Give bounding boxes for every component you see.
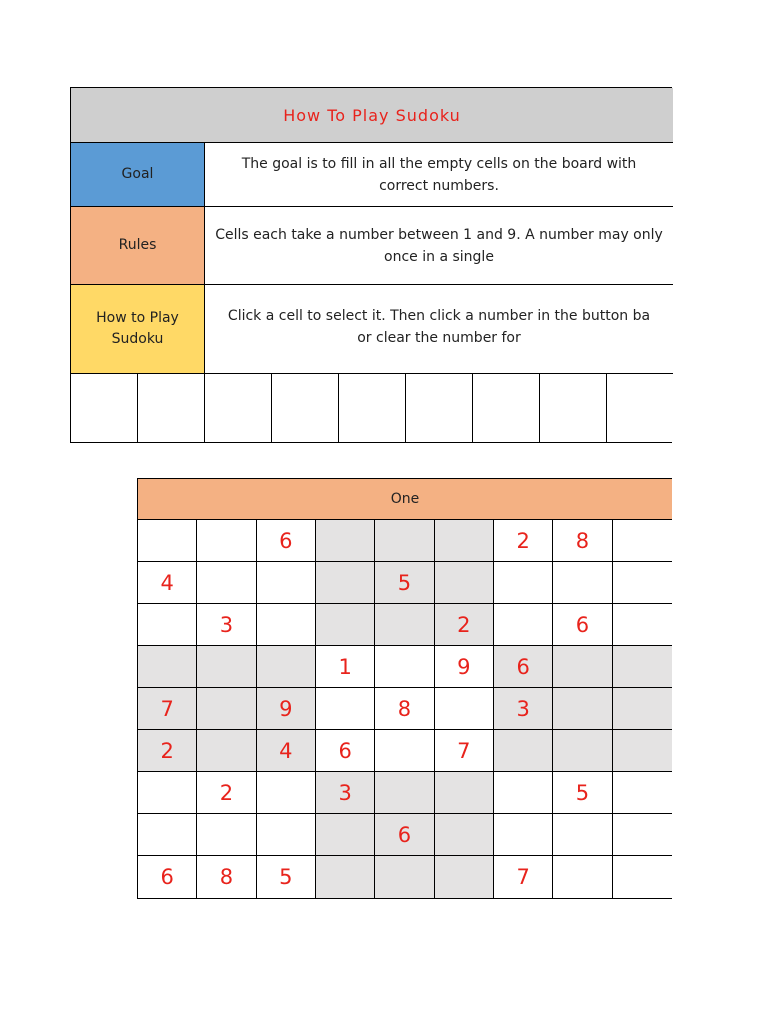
sudoku-cell[interactable]: 8 xyxy=(197,856,256,898)
sudoku-cell[interactable] xyxy=(494,562,553,604)
sudoku-cell[interactable] xyxy=(553,688,612,730)
sudoku-cell[interactable] xyxy=(613,646,672,688)
rules-text-line: Cells each take a number between 1 and 9. A number may only xyxy=(215,226,663,243)
button-bar-cell[interactable] xyxy=(272,374,339,442)
sudoku-board xyxy=(137,478,672,899)
sudoku-cell[interactable] xyxy=(494,604,553,646)
sudoku-cell[interactable] xyxy=(197,646,256,688)
sudoku-cell[interactable] xyxy=(138,604,197,646)
how-to-play-table xyxy=(70,87,672,443)
sudoku-cell[interactable] xyxy=(197,688,256,730)
sudoku-cell[interactable] xyxy=(316,520,375,562)
sudoku-cell[interactable] xyxy=(435,562,494,604)
sudoku-cell[interactable]: 7 xyxy=(494,856,553,898)
goal-label: Goal xyxy=(71,143,205,206)
sudoku-cell[interactable] xyxy=(613,856,672,898)
button-bar-cell[interactable] xyxy=(406,374,473,442)
sudoku-cell[interactable]: 8 xyxy=(375,688,434,730)
button-bar-cell[interactable] xyxy=(138,374,205,442)
sudoku-cell[interactable] xyxy=(613,814,672,856)
sudoku-cell[interactable]: 5 xyxy=(257,856,316,898)
rules-text xyxy=(205,207,673,284)
sudoku-cell[interactable] xyxy=(553,730,612,772)
sudoku-cell[interactable] xyxy=(375,604,434,646)
sudoku-cell[interactable]: 9 xyxy=(435,646,494,688)
goal-text-line: The goal is to fill in all the empty cells on the board with xyxy=(241,155,637,172)
sudoku-cell[interactable] xyxy=(613,730,672,772)
sudoku-cell[interactable] xyxy=(375,646,434,688)
sudoku-cell[interactable]: 3 xyxy=(197,604,256,646)
goal-text xyxy=(205,143,673,206)
sudoku-cell[interactable] xyxy=(375,520,434,562)
sudoku-cell[interactable]: 5 xyxy=(553,772,612,814)
sudoku-cell[interactable]: 8 xyxy=(553,520,612,562)
sudoku-cell[interactable] xyxy=(197,730,256,772)
goal-text-line: correct numbers. xyxy=(379,177,499,194)
sudoku-cell[interactable]: 4 xyxy=(257,730,316,772)
sudoku-cell[interactable] xyxy=(197,814,256,856)
sudoku-cell[interactable] xyxy=(316,814,375,856)
sudoku-cell[interactable] xyxy=(553,562,612,604)
sudoku-cell[interactable] xyxy=(257,772,316,814)
sudoku-cell[interactable] xyxy=(257,604,316,646)
sudoku-cell[interactable] xyxy=(435,814,494,856)
sudoku-cell[interactable]: 6 xyxy=(553,604,612,646)
sudoku-cell[interactable]: 6 xyxy=(375,814,434,856)
how-to-play-label-line: Sudoku xyxy=(111,331,164,347)
sudoku-cell[interactable] xyxy=(553,814,612,856)
sudoku-cell[interactable] xyxy=(553,856,612,898)
button-bar-row xyxy=(71,374,673,442)
sudoku-cell[interactable] xyxy=(494,814,553,856)
rules-text-line: once in a single xyxy=(384,248,494,265)
sudoku-cell[interactable]: 7 xyxy=(435,730,494,772)
sudoku-cell[interactable] xyxy=(138,520,197,562)
sudoku-cell[interactable]: 9 xyxy=(257,688,316,730)
board-title: One xyxy=(138,478,672,520)
sudoku-cell[interactable]: 2 xyxy=(494,520,553,562)
sudoku-cell[interactable]: 3 xyxy=(316,772,375,814)
button-bar-cell[interactable] xyxy=(205,374,272,442)
sudoku-cell[interactable] xyxy=(375,730,434,772)
how-to-play-label-line: How to Play xyxy=(96,310,179,326)
button-bar-cell[interactable] xyxy=(71,374,138,442)
sudoku-cell[interactable] xyxy=(257,646,316,688)
sudoku-cell[interactable] xyxy=(316,688,375,730)
sudoku-cell[interactable]: 5 xyxy=(375,562,434,604)
sudoku-cell[interactable]: 6 xyxy=(138,856,197,898)
sudoku-cell[interactable] xyxy=(553,646,612,688)
rules-row xyxy=(71,207,673,285)
sudoku-cell[interactable]: 6 xyxy=(316,730,375,772)
sudoku-cell[interactable]: 6 xyxy=(257,520,316,562)
sudoku-cell[interactable] xyxy=(138,646,197,688)
sudoku-cell[interactable] xyxy=(197,520,256,562)
sudoku-cell[interactable] xyxy=(435,520,494,562)
sudoku-cell[interactable]: 2 xyxy=(197,772,256,814)
how-to-play-text-line: or clear the number for xyxy=(357,330,521,346)
sudoku-cell[interactable] xyxy=(494,772,553,814)
sudoku-cell[interactable] xyxy=(435,856,494,898)
sudoku-cell[interactable]: 2 xyxy=(435,604,494,646)
sudoku-cell[interactable] xyxy=(494,730,553,772)
sudoku-cell[interactable] xyxy=(316,604,375,646)
sudoku-cell[interactable] xyxy=(435,688,494,730)
how-to-play-text xyxy=(205,285,673,373)
sudoku-cell[interactable] xyxy=(613,772,672,814)
how-to-play-text-line: Click a cell to select it. Then click a number in the button ba xyxy=(227,308,651,324)
sudoku-cell[interactable] xyxy=(257,562,316,604)
sudoku-cell[interactable]: 4 xyxy=(138,562,197,604)
how-to-play-label xyxy=(71,285,205,373)
how-to-play-row xyxy=(71,285,673,374)
sudoku-cell[interactable] xyxy=(257,814,316,856)
goal-row xyxy=(71,143,673,207)
button-bar-cell[interactable] xyxy=(607,374,673,442)
sudoku-cell[interactable] xyxy=(375,856,434,898)
sudoku-cell[interactable] xyxy=(138,814,197,856)
button-bar-cell[interactable] xyxy=(540,374,607,442)
sudoku-cell[interactable] xyxy=(435,772,494,814)
sudoku-cell[interactable] xyxy=(375,772,434,814)
button-bar-cell[interactable] xyxy=(473,374,540,442)
sudoku-cell[interactable] xyxy=(138,772,197,814)
sudoku-cell[interactable] xyxy=(316,856,375,898)
sudoku-cell[interactable]: 7 xyxy=(138,688,197,730)
sudoku-grid xyxy=(138,520,672,898)
button-bar-cell[interactable] xyxy=(339,374,406,442)
sudoku-cell[interactable] xyxy=(613,604,672,646)
sudoku-cell[interactable]: 1 xyxy=(316,646,375,688)
sudoku-cell[interactable] xyxy=(613,688,672,730)
rules-label: Rules xyxy=(71,207,205,284)
sudoku-cell[interactable]: 3 xyxy=(494,688,553,730)
sudoku-cell[interactable]: 6 xyxy=(494,646,553,688)
sudoku-cell[interactable]: 2 xyxy=(138,730,197,772)
sudoku-cell[interactable] xyxy=(613,562,672,604)
sudoku-cell[interactable] xyxy=(613,520,672,562)
how-to-play-title: How To Play Sudoku xyxy=(71,88,673,143)
sudoku-cell[interactable] xyxy=(197,562,256,604)
sudoku-cell[interactable] xyxy=(316,562,375,604)
